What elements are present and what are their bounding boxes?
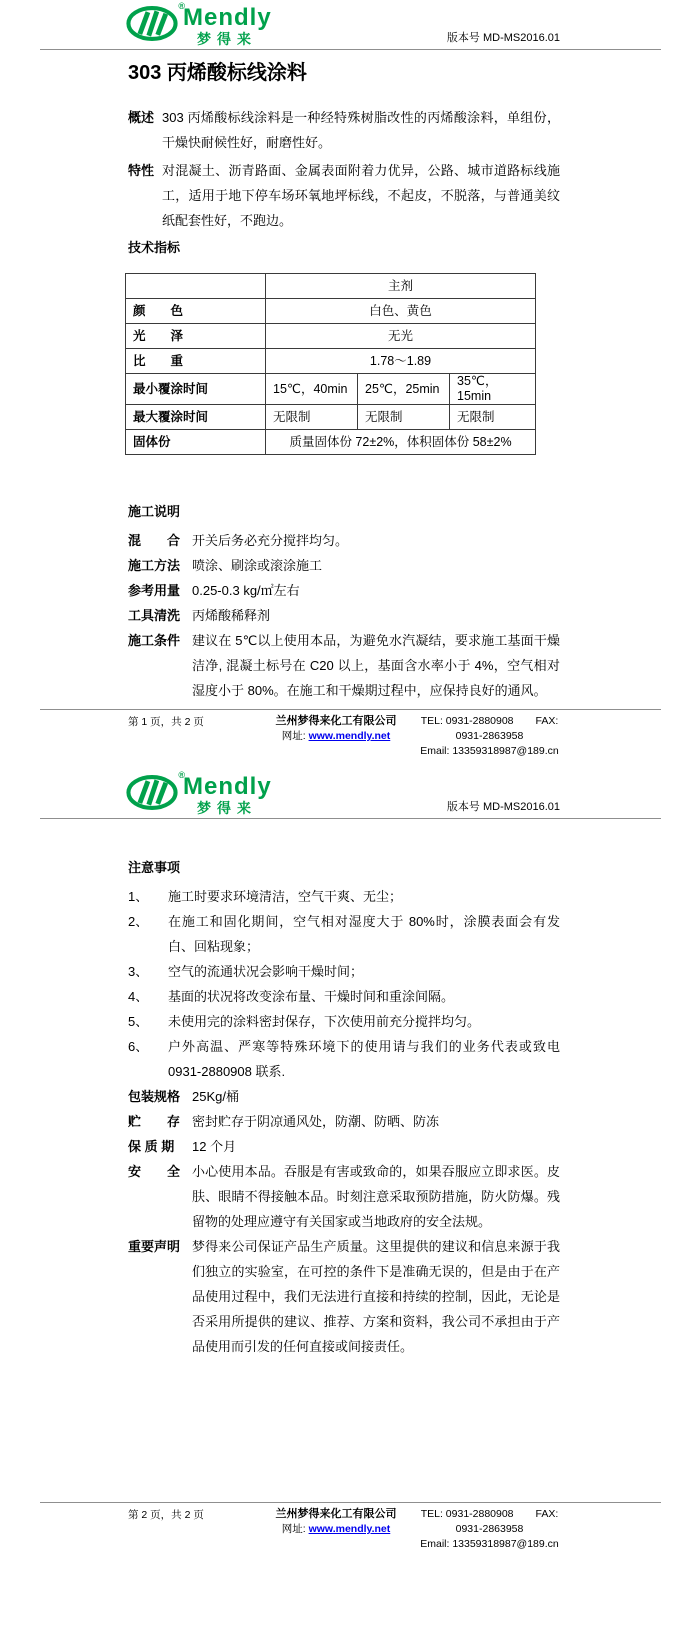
- spec-label: 包装规格: [128, 1089, 181, 1104]
- logo-wordmark: [183, 5, 272, 46]
- spec-text: 密封贮存于阴凉通风处，防潮、防晒、防冻: [192, 1114, 440, 1129]
- construction-item: [128, 628, 560, 703]
- spec-item: [128, 1084, 560, 1109]
- tech-specs-table: [125, 273, 536, 455]
- table-row: [126, 274, 536, 299]
- spec-value-cell: 质量固体份 72±2%，体积固体份 58±2%: [266, 430, 536, 455]
- construction-item: [128, 603, 560, 628]
- registered-trademark-icon: ®: [178, 1, 185, 11]
- spec-text: 梦得来公司保证产品生产质量。这里提供的建议和信息来源于我们独立的实验室，在可控的条件下是准确无误的，但是由于在产品使用过程中，我们无法进行直接和持续的控制，因此，无论是否采用所提供的建议、推荐、方案和资料，我公司不承担由于产品使用而引发的任何直接或间接责任。: [192, 1239, 560, 1354]
- spec-label-cell: 最大覆涂时间: [126, 405, 266, 430]
- note-number: 6、: [128, 1039, 149, 1054]
- spec-label-cell: 光 泽: [126, 324, 266, 349]
- note-text: 基面的状况将改变涂布量、干燥时间和重涂间隔。: [168, 989, 455, 1004]
- logo-wordmark: [183, 774, 272, 815]
- spec-value-cell: 无光: [266, 324, 536, 349]
- spec-text: 小心使用本品。吞服是有害或致命的，如果吞服应立即求医。皮肤、眼睛不得接触本品。时刻注意采取预防措施，防火防爆。残留物的处理应遵守有关国家或当地政府的安全法规。: [192, 1164, 560, 1229]
- table-row: [126, 405, 536, 430]
- note-number: 1、: [128, 889, 149, 904]
- spec-label: 贮 存: [128, 1114, 181, 1129]
- header-divider: [40, 49, 661, 50]
- logo-name-chinese: 梦得来: [197, 800, 257, 816]
- table-row: [126, 374, 536, 405]
- tel: TEL: 0931-2880908: [420, 715, 514, 727]
- note-number: 4、: [128, 989, 149, 1004]
- logo-name: Mendly: [183, 773, 272, 800]
- page-number: 第 2 页，共 2 页: [128, 1509, 204, 1521]
- construction-item: [128, 553, 560, 578]
- spec-item: [128, 1234, 560, 1359]
- fax: FAX: 0931-2863958: [455, 715, 559, 742]
- spec-label: 重要声明: [128, 1239, 181, 1254]
- header-divider: [40, 818, 661, 819]
- table-row: [126, 299, 536, 324]
- spec-item: [128, 1159, 560, 1234]
- construction-text: 开关后务必充分搅拌均匀。: [192, 533, 349, 548]
- spec-label-cell: 比 重: [126, 349, 266, 374]
- construction-text: 喷涂、刷涂或滚涂施工: [192, 558, 323, 573]
- spec-item: [128, 1109, 560, 1134]
- website-label: 网址:: [281, 1523, 309, 1535]
- features-label: 特性: [128, 163, 155, 178]
- page2-header: [0, 762, 687, 818]
- spec-label: 安 全: [128, 1164, 181, 1179]
- overview-text: 303 丙烯酸标线涂料是一种经特殊树脂改性的丙烯酸涂料，单组份，干燥快耐候性好，耐磨性好。: [162, 110, 560, 150]
- note-item: [128, 909, 560, 959]
- note-number: 5、: [128, 1014, 149, 1029]
- spec-value-cell: 白色、黄色: [266, 299, 536, 324]
- footer-divider: [40, 709, 661, 710]
- mendly-logo-icon: [126, 1, 185, 42]
- note-text: 在施工和固化期间，空气相对湿度大于 80%时，涂膜表面会有发白、回粘现象；: [168, 914, 560, 954]
- logo-name-chinese: 梦得来: [197, 31, 257, 47]
- contact-block: [412, 1507, 567, 1552]
- features-text: 对混凝土、沥青路面、金属表面附着力优异，公路、城市道路标线施工，适用于地下停车场环氧地坪标线，不起皮，不脱落，与普通美纹纸配套性好，不跑边。: [162, 163, 560, 228]
- mendly-logo-icon: [126, 770, 185, 811]
- note-text: 未使用完的涂料密封保存，下次使用前充分搅拌均匀。: [168, 1014, 481, 1029]
- company-name: 兰州梦得来化工有限公司: [275, 715, 397, 727]
- page2-content: [128, 855, 560, 1359]
- note-item: [128, 1034, 560, 1084]
- note-number: 3、: [128, 964, 149, 979]
- tel: TEL: 0931-2880908: [420, 1508, 514, 1520]
- spec-text: 12 个月: [192, 1139, 237, 1154]
- notes-heading: 注意事项: [128, 860, 181, 875]
- spec-label-cell: 颜 色: [126, 299, 266, 324]
- website-label: 网址:: [281, 730, 309, 742]
- note-item: [128, 984, 560, 1009]
- overview-label: 概述: [128, 110, 155, 125]
- company-block: [260, 714, 412, 759]
- website-line: [260, 1522, 412, 1537]
- note-number: 2、: [128, 914, 149, 929]
- spec-item: [128, 1134, 560, 1159]
- version-number: 版本号 MD-MS2016.01: [446, 801, 560, 813]
- page1-footer: [0, 709, 687, 759]
- spec-label: 保 质 期: [128, 1139, 175, 1154]
- spec-value-cell: 主剂: [266, 274, 536, 299]
- construction-label: 施工条件: [128, 633, 181, 648]
- note-text: 施工时要求环境清洁，空气干爽、无尘；: [168, 889, 403, 904]
- company-block: [260, 1507, 412, 1552]
- spec-value-cell: 无限制: [266, 405, 358, 430]
- page2-footer: [0, 1502, 687, 1552]
- note-text: 空气的流通状况会影响干燥时间；: [168, 964, 364, 979]
- spec-text: 25Kg/桶: [192, 1089, 239, 1104]
- construction-item: [128, 528, 560, 553]
- construction-text: 0.25-0.3 kg/㎡左右: [192, 583, 300, 598]
- company-name: 兰州梦得来化工有限公司: [275, 1508, 397, 1520]
- email-line: Email: 13359318987@189.cn: [420, 1538, 559, 1550]
- spec-value-cell: 无限制: [450, 405, 536, 430]
- note-item: [128, 1009, 560, 1034]
- spec-label-cell: 最小覆涂时间: [126, 374, 266, 405]
- page1-content: [128, 105, 560, 703]
- registered-trademark-icon: ®: [178, 770, 185, 780]
- website-line: [260, 729, 412, 744]
- version-number: 版本号 MD-MS2016.01: [446, 32, 560, 44]
- tel-fax-line: [412, 714, 567, 744]
- mendly-logo: [126, 770, 272, 816]
- tel-fax-line: [412, 1507, 567, 1537]
- website-link[interactable]: www.mendly.net: [308, 730, 391, 742]
- features-section: [128, 158, 560, 233]
- table-row: [126, 349, 536, 374]
- footer-content: [128, 1507, 567, 1552]
- note-text: 户外高温、严寒等特殊环境下的使用请与我们的业务代表或致电 0931-2880908 联系.: [168, 1039, 560, 1079]
- spec-value-cell: 15℃，40min: [266, 374, 358, 405]
- note-item: [128, 884, 560, 909]
- table-row: [126, 324, 536, 349]
- construction-heading: 施工说明: [128, 504, 181, 519]
- page-number: 第 1 页，共 2 页: [128, 716, 204, 728]
- overview-section: [128, 105, 560, 155]
- construction-item: [128, 578, 560, 603]
- page-title: 303 丙烯酸标线涂料: [128, 62, 307, 84]
- note-item: [128, 959, 560, 984]
- spec-value-cell: 25℃，25min: [358, 374, 450, 405]
- page-2: [0, 762, 687, 1638]
- spec-label-cell: 固体份: [126, 430, 266, 455]
- construction-label: 混 合: [128, 533, 181, 548]
- page-1: [0, 0, 687, 762]
- fax: FAX: 0931-2863958: [455, 1508, 559, 1535]
- spec-value-cell: 1.78～1.89: [266, 349, 536, 374]
- table-row: [126, 430, 536, 455]
- footer-content: [128, 714, 567, 759]
- page1-header: [0, 0, 687, 49]
- email-line: Email: 13359318987@189.cn: [420, 745, 559, 757]
- mendly-logo: [126, 1, 272, 47]
- spec-value-cell: 35℃，15min: [450, 374, 536, 405]
- footer-divider: [40, 1502, 661, 1503]
- construction-text: 丙烯酸稀释剂: [192, 608, 271, 623]
- contact-block: [412, 714, 567, 759]
- spec-label-cell: [126, 274, 266, 299]
- spec-value-cell: 无限制: [358, 405, 450, 430]
- construction-label: 施工方法: [128, 558, 181, 573]
- construction-text: 建议在 5℃以上使用本品，为避免水汽凝结，要求施工基面干燥洁净, 混凝土标号在 C20 以上，基面含水率小于 4%，空气相对湿度小于 80%。在施工和干燥期过程中，应保持良好的通风。: [192, 633, 560, 698]
- logo-name: Mendly: [183, 4, 272, 31]
- website-link[interactable]: www.mendly.net: [308, 1523, 391, 1535]
- construction-label: 参考用量: [128, 583, 181, 598]
- construction-label: 工具清洗: [128, 608, 181, 623]
- tech-specs-heading: 技术指标: [128, 240, 181, 255]
